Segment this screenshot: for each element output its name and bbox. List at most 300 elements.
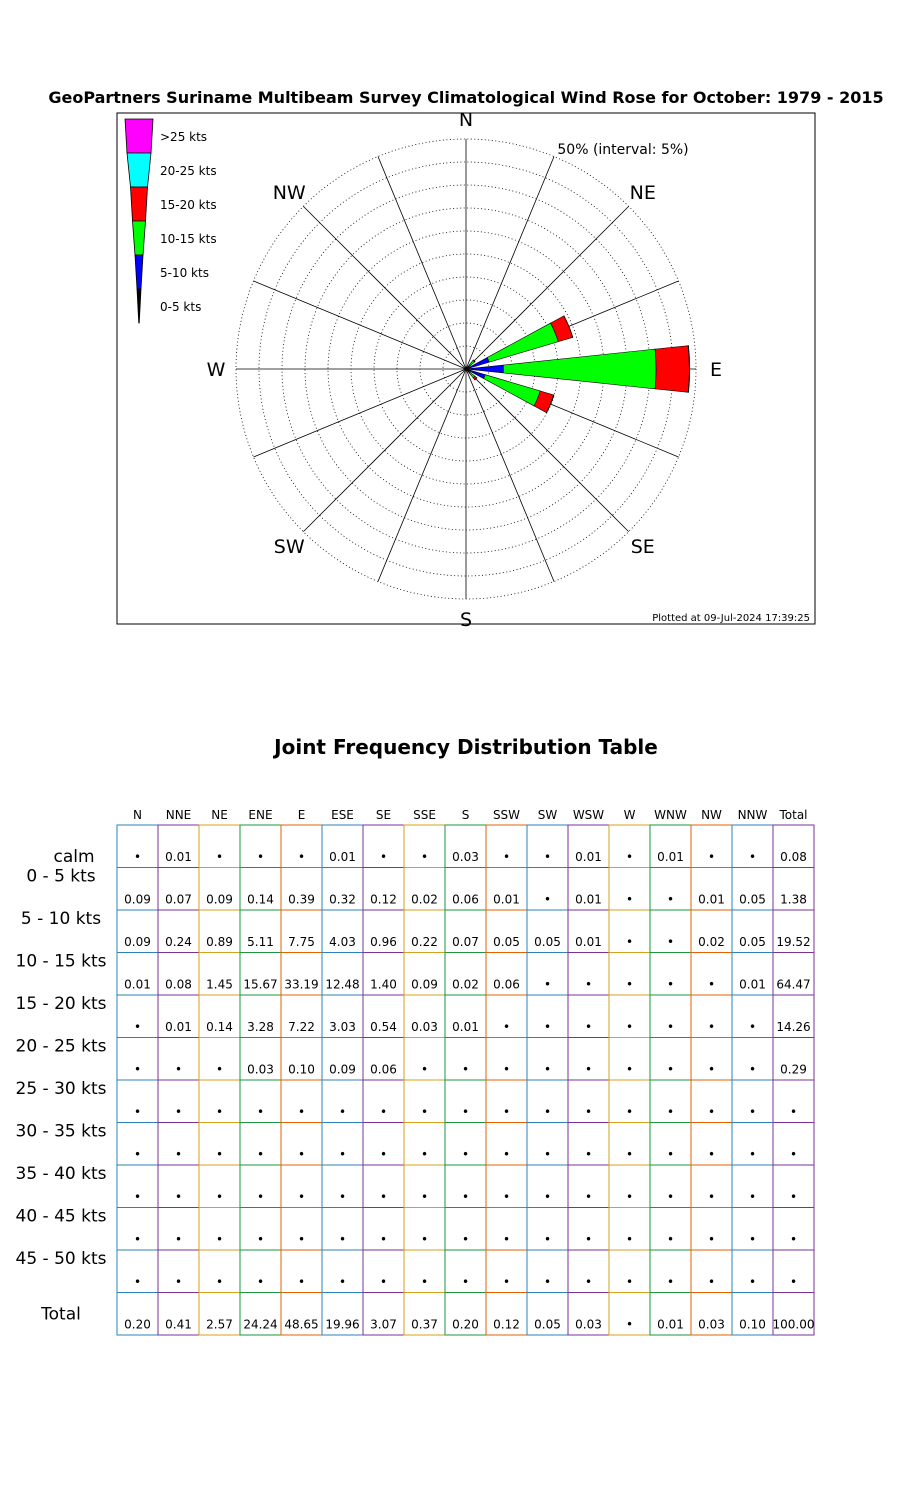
table-cell-0-5-kts-ene: 0.14 — [247, 892, 274, 907]
table-cell-20-25-kts-ene: 0.03 — [247, 1062, 274, 1077]
table-cell-border — [281, 1080, 322, 1123]
table-cell-calm-nnw: • — [748, 850, 757, 864]
table-cell-border — [527, 995, 568, 1038]
table-cell-10-15-kts-s: 0.02 — [452, 977, 479, 992]
table-cell-border — [568, 825, 609, 868]
table-cell-45-50-kts-ene: • — [256, 1275, 265, 1289]
table-cell-border — [199, 1293, 240, 1336]
table-cell-border — [158, 868, 199, 911]
table-cell-border — [117, 1038, 158, 1081]
compass-label-sw: SW — [273, 535, 305, 558]
table-cell-15-20-kts-ese: 3.03 — [329, 1020, 356, 1034]
table-cell-0-5-kts-w: • — [625, 892, 634, 907]
table-cell-15-20-kts-e: 7.22 — [288, 1020, 315, 1034]
table-cell-40-45-kts-ne: • — [215, 1232, 224, 1247]
table-cell-border — [732, 953, 773, 996]
column-header-ese: ESE — [331, 808, 354, 822]
table-cell-20-25-kts-se: 0.06 — [370, 1062, 397, 1077]
table-cell-border — [691, 1038, 732, 1081]
table-cell-15-20-kts-nne: 0.01 — [165, 1020, 192, 1034]
column-header-ne: NE — [211, 808, 228, 822]
table-cell-0-5-kts-wnw: • — [666, 892, 675, 907]
table-cell-45-50-kts-nne: • — [174, 1275, 183, 1289]
table-cell-border — [117, 1165, 158, 1208]
table-cell-border — [691, 1250, 732, 1293]
table-cell-border — [773, 953, 814, 996]
table-cell-border — [773, 825, 814, 868]
table-cell-border — [404, 995, 445, 1038]
table-cell-0-5-kts-n: 0.09 — [124, 892, 151, 907]
table-cell-total-ese: 19.96 — [325, 1317, 360, 1332]
table-cell-border — [486, 995, 527, 1038]
table-cell-border — [117, 995, 158, 1038]
table-cell-30-35-kts-wnw: • — [666, 1147, 675, 1162]
table-cell-border — [445, 910, 486, 953]
table-cell-20-25-kts-ese: 0.09 — [329, 1062, 356, 1077]
table-cell-border — [773, 868, 814, 911]
table-cell-30-35-kts-w: • — [625, 1147, 634, 1162]
row-label-25-30-kts: 25 - 30 kts — [15, 1079, 107, 1099]
table-cell-25-30-kts-se: • — [379, 1105, 388, 1119]
row-label-45-50-kts: 45 - 50 kts — [15, 1249, 107, 1269]
table-cell-border — [650, 1165, 691, 1208]
table-cell-border — [773, 1165, 814, 1208]
table-cell-border — [199, 825, 240, 868]
table-cell-border — [527, 910, 568, 953]
table-cell-border — [363, 1080, 404, 1123]
row-label-30-35-kts: 30 - 35 kts — [15, 1121, 107, 1142]
column-header-sse: SSE — [413, 808, 436, 822]
table-cell-border — [568, 1080, 609, 1123]
table-cell-border — [486, 825, 527, 868]
table-cell-35-40-kts-wnw: • — [666, 1190, 675, 1204]
table-cell-15-20-kts-se: 0.54 — [370, 1020, 397, 1034]
table-cell-border — [158, 953, 199, 996]
rose-timestamp: Plotted at 09-Jul-2024 17:39:25 — [652, 613, 810, 624]
table-cell-10-15-kts-sse: 0.09 — [411, 977, 438, 992]
table-cell-35-40-kts-e: • — [297, 1190, 306, 1204]
table-cell-10-15-kts-e: 33.19 — [284, 977, 319, 992]
table-cell-border — [158, 1165, 199, 1208]
table-cell-35-40-kts-nne: • — [174, 1190, 183, 1204]
table-cell-calm-ne: • — [215, 850, 224, 864]
column-header-nne: NNE — [165, 808, 192, 822]
table-cell-border — [609, 825, 650, 868]
table-cell-calm-sw: • — [543, 850, 552, 864]
table-cell-45-50-kts-n: • — [133, 1275, 142, 1289]
table-cell-border — [445, 1080, 486, 1123]
table-cell-border — [445, 1123, 486, 1166]
table-cell-border — [117, 910, 158, 953]
table-cell-border — [117, 1293, 158, 1336]
table-cell-30-35-kts-nne: • — [174, 1147, 183, 1162]
table-cell-total-sw: 0.05 — [534, 1317, 561, 1332]
table-cell-35-40-kts-ese: • — [338, 1190, 347, 1204]
table-cell-45-50-kts-wsw: • — [584, 1275, 593, 1289]
table-cell-border — [404, 953, 445, 996]
table-cell-20-25-kts-s: • — [461, 1062, 470, 1077]
table-cell-border — [363, 1250, 404, 1293]
table-cell-10-15-kts-wnw: • — [666, 977, 675, 992]
rose-bar-ene-10-15-kts — [487, 323, 558, 362]
legend-label-5-10-kts: 5-10 kts — [160, 266, 209, 280]
table-cell-border — [117, 1250, 158, 1293]
table-cell-30-35-kts-e: • — [297, 1147, 306, 1162]
table-cell-25-30-kts-w: • — [625, 1105, 634, 1119]
table-cell-5-10-kts-total: 19.52 — [776, 935, 811, 949]
table-cell-40-45-kts-wsw: • — [584, 1232, 593, 1247]
table-cell-border — [609, 1208, 650, 1251]
table-cell-border — [691, 1208, 732, 1251]
table-cell-20-25-kts-wnw: • — [666, 1062, 675, 1077]
table-cell-border — [650, 1293, 691, 1336]
table-cell-40-45-kts-sse: • — [420, 1232, 429, 1247]
row-label-0-5-kts: 0 - 5 kts — [26, 866, 96, 887]
table-cell-25-30-kts-nw: • — [707, 1105, 716, 1119]
wind-rose-chart — [0, 0, 900, 700]
table-cell-border — [322, 995, 363, 1038]
table-cell-5-10-kts-wsw: 0.01 — [575, 935, 602, 949]
table-cell-35-40-kts-nw: • — [707, 1190, 716, 1204]
table-cell-35-40-kts-total: • — [789, 1190, 798, 1204]
column-header-w: W — [623, 808, 636, 822]
table-cell-border — [609, 1123, 650, 1166]
table-cell-30-35-kts-wsw: • — [584, 1147, 593, 1162]
table-cell-border — [527, 1123, 568, 1166]
table-cell-border — [568, 1208, 609, 1251]
table-cell-border — [445, 1165, 486, 1208]
table-cell-10-15-kts-nne: 0.08 — [165, 977, 192, 992]
table-cell-border — [568, 1165, 609, 1208]
table-cell-total-nnw: 0.10 — [739, 1317, 766, 1332]
table-cell-total-wsw: 0.03 — [575, 1317, 602, 1332]
legend-swatch-0-5-kts — [137, 289, 141, 323]
table-cell-25-30-kts-wnw: • — [666, 1105, 675, 1119]
table-cell-border — [404, 910, 445, 953]
table-cell-border — [158, 1080, 199, 1123]
table-cell-25-30-kts-ne: • — [215, 1105, 224, 1119]
table-cell-30-35-kts-n: • — [133, 1147, 142, 1162]
table-cell-border — [322, 868, 363, 911]
table-cell-15-20-kts-nw: • — [707, 1020, 716, 1034]
table-cell-45-50-kts-wnw: • — [666, 1275, 675, 1289]
row-label-total: Total — [41, 1304, 81, 1325]
table-cell-total-wnw: 0.01 — [657, 1317, 684, 1332]
table-cell-border — [322, 1208, 363, 1251]
table-cell-45-50-kts-s: • — [461, 1275, 470, 1289]
table-cell-calm-nne: 0.01 — [165, 850, 192, 864]
table-cell-border — [527, 1080, 568, 1123]
table-cell-total-total: 100.00 — [772, 1317, 815, 1332]
table-cell-border — [691, 825, 732, 868]
table-cell-15-20-kts-sw: • — [543, 1020, 552, 1034]
table-cell-border — [568, 1293, 609, 1336]
rose-spoke-sw — [303, 369, 466, 532]
table-cell-5-10-kts-e: 7.75 — [288, 935, 315, 949]
table-cell-border — [240, 995, 281, 1038]
table-cell-15-20-kts-w: • — [625, 1020, 634, 1034]
table-cell-5-10-kts-sw: 0.05 — [534, 935, 561, 949]
table-cell-border — [568, 1038, 609, 1081]
table-cell-30-35-kts-ese: • — [338, 1147, 347, 1162]
table-cell-border — [240, 910, 281, 953]
table-cell-border — [158, 910, 199, 953]
table-cell-border — [732, 1293, 773, 1336]
table-cell-border — [527, 868, 568, 911]
table-cell-border — [527, 1208, 568, 1251]
table-cell-border — [609, 953, 650, 996]
table-cell-10-15-kts-nnw: 0.01 — [739, 977, 766, 992]
table-cell-border — [404, 1080, 445, 1123]
table-cell-border — [322, 825, 363, 868]
table-cell-border — [158, 1038, 199, 1081]
table-cell-border — [527, 1250, 568, 1293]
table-cell-border — [240, 1208, 281, 1251]
table-cell-border — [527, 1165, 568, 1208]
legend-swatch-10-15-kts — [133, 221, 146, 255]
table-cell-border — [732, 1038, 773, 1081]
table-cell-0-5-kts-ssw: 0.01 — [493, 892, 520, 907]
table-cell-border — [363, 995, 404, 1038]
table-cell-35-40-kts-ssw: • — [502, 1190, 511, 1204]
table-cell-0-5-kts-e: 0.39 — [288, 892, 315, 907]
table-cell-calm-ese: 0.01 — [329, 850, 356, 864]
table-cell-30-35-kts-ssw: • — [502, 1147, 511, 1162]
table-cell-15-20-kts-ne: 0.14 — [206, 1020, 233, 1034]
table-cell-border — [445, 1208, 486, 1251]
table-cell-calm-sse: • — [420, 850, 429, 864]
table-cell-border — [281, 1123, 322, 1166]
table-cell-border — [363, 825, 404, 868]
table-cell-10-15-kts-ne: 1.45 — [206, 977, 233, 992]
table-cell-border — [158, 1208, 199, 1251]
table-cell-10-15-kts-wsw: • — [584, 977, 593, 992]
table-cell-0-5-kts-sw: • — [543, 892, 552, 907]
table-cell-5-10-kts-ese: 4.03 — [329, 935, 356, 949]
table-cell-border — [650, 1123, 691, 1166]
table-cell-border — [404, 868, 445, 911]
rose-legend — [125, 119, 217, 323]
table-cell-border — [527, 1293, 568, 1336]
table-cell-border — [199, 953, 240, 996]
table-cell-border — [363, 910, 404, 953]
table-cell-5-10-kts-n: 0.09 — [124, 935, 151, 949]
table-cell-border — [486, 1038, 527, 1081]
rose-title: GeoPartners Suriname Multibeam Survey Climatological Wind Rose for October: 1979 - 2015 — [48, 88, 884, 107]
row-label-calm: calm — [53, 847, 95, 867]
table-cell-25-30-kts-n: • — [133, 1105, 142, 1119]
table-cell-border — [322, 953, 363, 996]
table-cell-20-25-kts-nnw: • — [748, 1062, 757, 1077]
table-cell-border — [691, 1293, 732, 1336]
row-label-40-45-kts: 40 - 45 kts — [15, 1206, 107, 1227]
table-cell-border — [527, 825, 568, 868]
column-header-wnw: WNW — [654, 808, 687, 822]
table-cell-border — [117, 1208, 158, 1251]
table-cell-10-15-kts-total: 64.47 — [776, 977, 811, 992]
table-cell-20-25-kts-ssw: • — [502, 1062, 511, 1077]
table-cell-40-45-kts-n: • — [133, 1232, 142, 1247]
table-cell-border — [650, 1208, 691, 1251]
table-cell-25-30-kts-ene: • — [256, 1105, 265, 1119]
table-cell-15-20-kts-sse: 0.03 — [411, 1020, 438, 1034]
table-cell-25-30-kts-nnw: • — [748, 1105, 757, 1119]
table-cell-border — [322, 1165, 363, 1208]
table-cell-total-nw: 0.03 — [698, 1317, 725, 1332]
table-cell-border — [240, 1165, 281, 1208]
table-cell-border — [445, 868, 486, 911]
table-cell-30-35-kts-nnw: • — [748, 1147, 757, 1162]
table-cell-15-20-kts-nnw: • — [748, 1020, 757, 1034]
table-cell-5-10-kts-se: 0.96 — [370, 935, 397, 949]
table-cell-5-10-kts-ne: 0.89 — [206, 935, 233, 949]
table-cell-border — [199, 995, 240, 1038]
table-cell-border — [773, 1080, 814, 1123]
table-cell-5-10-kts-wnw: • — [666, 935, 675, 949]
table-cell-15-20-kts-ene: 3.28 — [247, 1020, 274, 1034]
table-cell-border — [609, 1293, 650, 1336]
table-cell-0-5-kts-ne: 0.09 — [206, 892, 233, 907]
table-cell-calm-nw: • — [707, 850, 716, 864]
table-cell-border — [199, 910, 240, 953]
compass-label-w: W — [206, 359, 226, 381]
rose-bar-e-15-20-kts — [655, 346, 689, 393]
table-cell-border — [568, 953, 609, 996]
compass-label-e: E — [709, 359, 723, 381]
table-cell-10-15-kts-ssw: 0.06 — [493, 977, 520, 992]
compass-label-n: N — [458, 109, 474, 131]
table-cell-border — [486, 1293, 527, 1336]
table-cell-border — [609, 1250, 650, 1293]
table-cell-border — [322, 910, 363, 953]
table-cell-0-5-kts-nw: 0.01 — [698, 892, 725, 907]
rose-bar-ese-10-15-kts — [484, 375, 541, 406]
compass-label-nw: NW — [272, 182, 306, 205]
rose-spoke-nw — [303, 206, 466, 369]
table-cell-border — [732, 1080, 773, 1123]
table-cell-border — [732, 825, 773, 868]
table-cell-border — [363, 1038, 404, 1081]
table-cell-border — [404, 1165, 445, 1208]
table-cell-calm-e: • — [297, 850, 306, 864]
table-cell-border — [240, 953, 281, 996]
table-cell-45-50-kts-total: • — [789, 1275, 798, 1289]
table-cell-border — [117, 953, 158, 996]
table-cell-border — [363, 1123, 404, 1166]
table-cell-10-15-kts-w: • — [625, 977, 634, 992]
table-cell-border — [158, 825, 199, 868]
table-cell-10-15-kts-se: 1.40 — [370, 977, 397, 992]
table-cell-border — [732, 995, 773, 1038]
table-cell-total-w: • — [625, 1317, 634, 1332]
legend-swatch-15-20-kts — [131, 187, 148, 221]
table-cell-border — [240, 825, 281, 868]
table-cell-45-50-kts-sse: • — [420, 1275, 429, 1289]
table-cell-border — [486, 1208, 527, 1251]
table-cell-border — [281, 825, 322, 868]
table-cell-border — [486, 1250, 527, 1293]
table-cell-border — [158, 1250, 199, 1293]
table-cell-border — [691, 1123, 732, 1166]
table-cell-30-35-kts-ene: • — [256, 1147, 265, 1162]
table-cell-total-nne: 0.41 — [165, 1317, 192, 1332]
table-cell-5-10-kts-nnw: 0.05 — [739, 935, 766, 949]
table-cell-45-50-kts-ne: • — [215, 1275, 224, 1289]
table-cell-10-15-kts-ese: 12.48 — [325, 977, 360, 992]
table-grid — [117, 825, 814, 1335]
table-cell-25-30-kts-ssw: • — [502, 1105, 511, 1119]
column-header-ssw: SSW — [492, 808, 521, 822]
table-cell-border — [609, 1165, 650, 1208]
table-cell-border — [240, 1080, 281, 1123]
table-cell-0-5-kts-ese: 0.32 — [329, 892, 356, 907]
table-cell-30-35-kts-total: • — [789, 1147, 798, 1162]
table-cell-border — [404, 1038, 445, 1081]
table-cell-5-10-kts-nw: 0.02 — [698, 935, 725, 949]
table-cell-45-50-kts-nw: • — [707, 1275, 716, 1289]
table-cell-10-15-kts-sw: • — [543, 977, 552, 992]
table-cell-border — [117, 1080, 158, 1123]
table-cell-border — [609, 995, 650, 1038]
row-label-20-25-kts: 20 - 25 kts — [15, 1036, 107, 1057]
table-cell-border — [199, 868, 240, 911]
table-cell-border — [240, 1250, 281, 1293]
table-cell-border — [773, 995, 814, 1038]
table-cell-35-40-kts-sse: • — [420, 1190, 429, 1204]
table-cell-35-40-kts-sw: • — [543, 1190, 552, 1204]
table-cell-border — [486, 910, 527, 953]
table-cell-border — [732, 910, 773, 953]
table-cell-border — [609, 1080, 650, 1123]
table-cell-border — [363, 1293, 404, 1336]
row-label-15-20-kts: 15 - 20 kts — [15, 994, 107, 1014]
table-cell-border — [732, 1123, 773, 1166]
legend-label-15-20-kts: 15-20 kts — [160, 198, 217, 212]
table-cell-20-25-kts-e: 0.10 — [288, 1062, 315, 1077]
table-cell-border — [486, 1123, 527, 1166]
table-cell-border — [773, 1038, 814, 1081]
table-cell-35-40-kts-ene: • — [256, 1190, 265, 1204]
table-cell-border — [199, 1123, 240, 1166]
table-cell-border — [363, 1208, 404, 1251]
table-cell-0-5-kts-nne: 0.07 — [165, 892, 192, 907]
table-cell-45-50-kts-ese: • — [338, 1275, 347, 1289]
table-cell-15-20-kts-ssw: • — [502, 1020, 511, 1034]
table-cell-40-45-kts-total: • — [789, 1232, 798, 1247]
table-cell-border — [732, 1208, 773, 1251]
table-cell-border — [568, 1123, 609, 1166]
table-cell-15-20-kts-s: 0.01 — [452, 1020, 479, 1034]
table-cell-border — [281, 953, 322, 996]
table-cell-20-25-kts-total: 0.29 — [780, 1062, 807, 1077]
table-cell-45-50-kts-w: • — [625, 1275, 634, 1289]
table-cell-total-ne: 2.57 — [206, 1317, 233, 1332]
table-cell-20-25-kts-nne: • — [174, 1062, 183, 1077]
table-cell-calm-total: 0.08 — [780, 850, 807, 864]
table-cell-border — [527, 1038, 568, 1081]
table-cell-15-20-kts-wnw: • — [666, 1020, 675, 1034]
compass-label-s: S — [459, 609, 473, 631]
table-cell-total-ssw: 0.12 — [493, 1317, 520, 1332]
table-cell-border — [486, 1165, 527, 1208]
table-cell-border — [281, 1208, 322, 1251]
table-cell-border — [404, 1208, 445, 1251]
table-cell-border — [527, 953, 568, 996]
table-cell-border — [240, 868, 281, 911]
table-cell-border — [691, 1165, 732, 1208]
table-cell-5-10-kts-ssw: 0.05 — [493, 935, 520, 949]
table-cell-total-n: 0.20 — [124, 1317, 151, 1332]
